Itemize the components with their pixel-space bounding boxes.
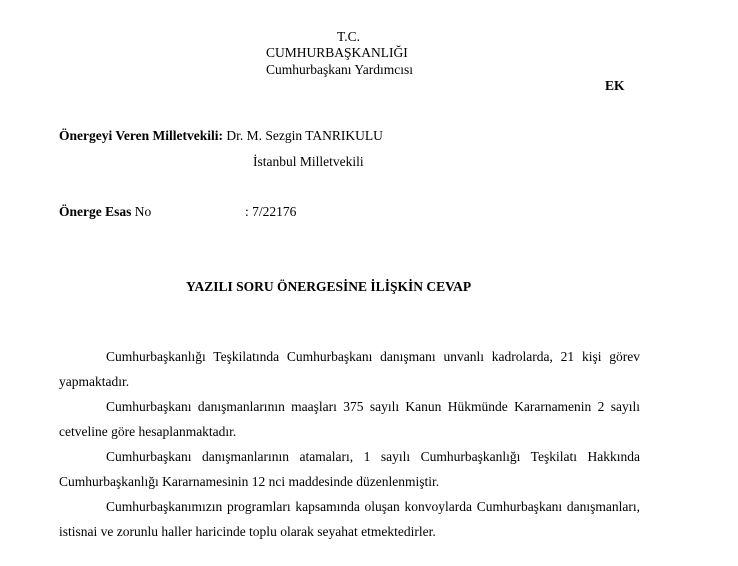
annex-label: EK xyxy=(605,78,625,93)
paragraph-3 xyxy=(59,444,640,494)
paragraph-2 xyxy=(59,394,640,444)
page-title: YAZILI SORU ÖNERGESİNE İLİŞKİN CEVAP xyxy=(186,279,472,294)
letterhead-institution: CUMHURBAŞKANLIĞI xyxy=(266,45,408,60)
paragraph-1-text: Cumhurbaşkanlığı Teşkilatında Cumhurbaşkanı danışmanı unvanlı kadrolarda, 21 kişi görev yapmaktadır. xyxy=(59,349,640,389)
basis-label-bold: Önerge Esas xyxy=(59,204,132,219)
submitter-label: Önergeyi Veren Milletvekili: xyxy=(59,128,223,143)
letterhead-tc: T.C. xyxy=(337,29,360,44)
paragraph-4-text: Cumhurbaşkanımızın programları kapsamında oluşan konvoylarda Cumhurbaşkanı danışmanları, istisnai ve zorunlu haller haricinde toplu olarak seyahat etmektedirler. xyxy=(59,499,640,539)
paragraph-4 xyxy=(59,494,640,544)
basis-value: : 7/22176 xyxy=(245,204,297,219)
basis-label-no: No xyxy=(134,204,152,219)
submitter-province: İstanbul Milletvekili xyxy=(253,154,364,169)
paragraph-1 xyxy=(59,344,640,394)
submitter-row xyxy=(59,128,383,144)
letterhead-office: Cumhurbaşkanı Yardımcısı xyxy=(266,62,413,77)
paragraph-3-text: Cumhurbaşkanı danışmanlarının atamaları, 1 sayılı Cumhurbaşkanlığı Teşkilatı Hakkında Cumhurbaşkanlığı Kararnamesinin 12 nci maddesinde düzenlenmiştir. xyxy=(59,449,640,489)
paragraph-2-text: Cumhurbaşkanı danışmanlarının maaşları 375 sayılı Kanun Hükmünde Kararnamenin 2 sayılı cetveline göre hesaplanmaktadır. xyxy=(59,399,640,439)
submitter-name: Dr. M. Sezgin TANRIKULU xyxy=(226,128,383,143)
basis-label xyxy=(59,204,151,220)
